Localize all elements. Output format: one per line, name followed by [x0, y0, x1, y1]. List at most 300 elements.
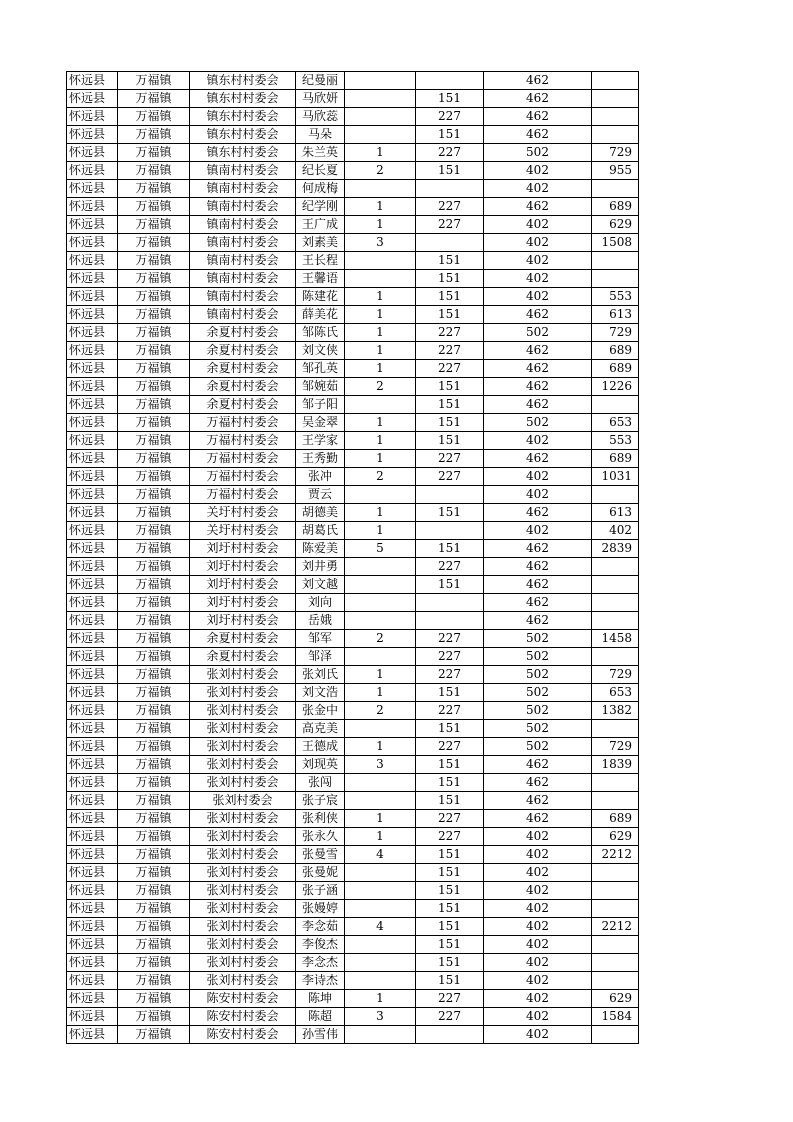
total-cell: 729 — [592, 144, 639, 162]
name-cell: 张刘氏 — [296, 666, 345, 684]
county-cell: 怀远县 — [67, 342, 118, 360]
county-cell: 怀远县 — [67, 360, 118, 378]
table-row — [67, 684, 639, 702]
town-cell: 万福镇 — [118, 450, 190, 468]
county-cell: 怀远县 — [67, 666, 118, 684]
county-cell: 怀远县 — [67, 702, 118, 720]
table-row — [67, 72, 639, 90]
county-cell: 怀远县 — [67, 576, 118, 594]
count-cell — [345, 108, 416, 126]
table-row — [67, 558, 639, 576]
amount-a-cell — [416, 594, 484, 612]
village-cell: 镇南村村委会 — [190, 234, 296, 252]
amount-b-cell: 462 — [484, 504, 592, 522]
village-cell: 张刘村村委会 — [190, 828, 296, 846]
town-cell: 万福镇 — [118, 270, 190, 288]
table-row — [67, 180, 639, 198]
county-cell: 怀远县 — [67, 72, 118, 90]
town-cell: 万福镇 — [118, 612, 190, 630]
total-cell — [592, 1026, 639, 1044]
town-cell: 万福镇 — [118, 576, 190, 594]
count-cell: 1 — [345, 306, 416, 324]
amount-a-cell: 151 — [416, 936, 484, 954]
table-row — [67, 828, 639, 846]
village-cell: 张刘村村委会 — [190, 738, 296, 756]
name-cell: 陈坤 — [296, 990, 345, 1008]
village-cell: 万福村村委会 — [190, 414, 296, 432]
name-cell: 张嫚婷 — [296, 900, 345, 918]
name-cell: 胡德美 — [296, 504, 345, 522]
town-cell: 万福镇 — [118, 594, 190, 612]
county-cell: 怀远县 — [67, 504, 118, 522]
table-row — [67, 252, 639, 270]
town-cell: 万福镇 — [118, 198, 190, 216]
amount-a-cell: 151 — [416, 162, 484, 180]
village-cell: 镇南村村委会 — [190, 270, 296, 288]
amount-b-cell: 462 — [484, 396, 592, 414]
county-cell: 怀远县 — [67, 684, 118, 702]
town-cell: 万福镇 — [118, 72, 190, 90]
county-cell: 怀远县 — [67, 936, 118, 954]
total-cell: 729 — [592, 324, 639, 342]
amount-b-cell: 402 — [484, 882, 592, 900]
village-cell: 张刘村村委会 — [190, 882, 296, 900]
amount-b-cell: 462 — [484, 540, 592, 558]
count-cell: 1 — [345, 990, 416, 1008]
county-cell: 怀远县 — [67, 954, 118, 972]
name-cell: 高克美 — [296, 720, 345, 738]
amount-b-cell: 462 — [484, 774, 592, 792]
table-row — [67, 540, 639, 558]
amount-b-cell: 402 — [484, 486, 592, 504]
table-row — [67, 414, 639, 432]
count-cell — [345, 558, 416, 576]
count-cell — [345, 612, 416, 630]
table-row — [67, 342, 639, 360]
amount-a-cell: 227 — [416, 648, 484, 666]
count-cell — [345, 594, 416, 612]
county-cell: 怀远县 — [67, 414, 118, 432]
table-row — [67, 972, 639, 990]
village-cell: 镇南村村委会 — [190, 216, 296, 234]
village-cell: 刘圩村村委会 — [190, 540, 296, 558]
amount-b-cell: 462 — [484, 450, 592, 468]
total-cell — [592, 486, 639, 504]
village-cell: 镇南村村委会 — [190, 198, 296, 216]
county-cell: 怀远县 — [67, 918, 118, 936]
town-cell: 万福镇 — [118, 936, 190, 954]
name-cell: 陈建花 — [296, 288, 345, 306]
town-cell: 万福镇 — [118, 378, 190, 396]
village-cell: 张刘村村委会 — [190, 972, 296, 990]
table-row — [67, 864, 639, 882]
total-cell — [592, 936, 639, 954]
amount-b-cell: 462 — [484, 198, 592, 216]
amount-a-cell: 151 — [416, 972, 484, 990]
name-cell: 纪学刚 — [296, 198, 345, 216]
table-row — [67, 288, 639, 306]
county-cell: 怀远县 — [67, 882, 118, 900]
name-cell: 王秀勤 — [296, 450, 345, 468]
name-cell: 邹孔英 — [296, 360, 345, 378]
total-cell: 613 — [592, 306, 639, 324]
table-row — [67, 918, 639, 936]
total-cell — [592, 774, 639, 792]
count-cell: 2 — [345, 378, 416, 396]
name-cell: 邹婉茹 — [296, 378, 345, 396]
amount-a-cell: 227 — [416, 342, 484, 360]
county-cell: 怀远县 — [67, 900, 118, 918]
name-cell: 陈爱美 — [296, 540, 345, 558]
name-cell: 刘井勇 — [296, 558, 345, 576]
total-cell: 1584 — [592, 1008, 639, 1026]
amount-b-cell: 502 — [484, 720, 592, 738]
name-cell: 王德成 — [296, 738, 345, 756]
town-cell: 万福镇 — [118, 972, 190, 990]
amount-a-cell: 151 — [416, 90, 484, 108]
table-row — [67, 306, 639, 324]
amount-a-cell: 151 — [416, 792, 484, 810]
amount-b-cell: 402 — [484, 900, 592, 918]
amount-a-cell: 227 — [416, 810, 484, 828]
village-cell: 余夏村村委会 — [190, 378, 296, 396]
amount-a-cell: 151 — [416, 756, 484, 774]
total-cell: 1226 — [592, 378, 639, 396]
name-cell: 岳娥 — [296, 612, 345, 630]
name-cell: 刘素美 — [296, 234, 345, 252]
count-cell — [345, 972, 416, 990]
table-row — [67, 1008, 639, 1026]
count-cell — [345, 900, 416, 918]
town-cell: 万福镇 — [118, 1008, 190, 1026]
village-cell: 镇东村村委会 — [190, 108, 296, 126]
total-cell — [592, 972, 639, 990]
village-cell: 镇东村村委会 — [190, 90, 296, 108]
table-row — [67, 360, 639, 378]
village-cell: 余夏村村委会 — [190, 342, 296, 360]
count-cell: 1 — [345, 414, 416, 432]
name-cell: 陈超 — [296, 1008, 345, 1026]
amount-a-cell: 151 — [416, 504, 484, 522]
total-cell — [592, 594, 639, 612]
name-cell: 何成梅 — [296, 180, 345, 198]
table-row — [67, 882, 639, 900]
total-cell: 629 — [592, 990, 639, 1008]
village-cell: 张刘村村委会 — [190, 810, 296, 828]
village-cell: 张刘村村委会 — [190, 936, 296, 954]
total-cell: 653 — [592, 684, 639, 702]
name-cell: 李诗杰 — [296, 972, 345, 990]
town-cell: 万福镇 — [118, 90, 190, 108]
count-cell: 4 — [345, 846, 416, 864]
town-cell: 万福镇 — [118, 486, 190, 504]
total-cell: 1839 — [592, 756, 639, 774]
table-row — [67, 648, 639, 666]
count-cell: 1 — [345, 198, 416, 216]
table-row — [67, 630, 639, 648]
amount-a-cell: 227 — [416, 666, 484, 684]
town-cell: 万福镇 — [118, 522, 190, 540]
total-cell: 689 — [592, 360, 639, 378]
amount-b-cell: 462 — [484, 108, 592, 126]
total-cell: 553 — [592, 432, 639, 450]
county-cell: 怀远县 — [67, 846, 118, 864]
name-cell: 王长程 — [296, 252, 345, 270]
amount-b-cell: 462 — [484, 342, 592, 360]
count-cell — [345, 486, 416, 504]
amount-b-cell: 402 — [484, 288, 592, 306]
county-cell: 怀远县 — [67, 468, 118, 486]
amount-b-cell: 462 — [484, 558, 592, 576]
count-cell — [345, 720, 416, 738]
name-cell: 孙雪伟 — [296, 1026, 345, 1044]
table-row — [67, 324, 639, 342]
county-cell: 怀远县 — [67, 252, 118, 270]
total-cell: 2212 — [592, 846, 639, 864]
town-cell: 万福镇 — [118, 954, 190, 972]
count-cell: 1 — [345, 324, 416, 342]
amount-b-cell: 462 — [484, 612, 592, 630]
table-row — [67, 1026, 639, 1044]
table-row — [67, 936, 639, 954]
town-cell: 万福镇 — [118, 738, 190, 756]
table-row — [67, 774, 639, 792]
county-cell: 怀远县 — [67, 144, 118, 162]
count-cell — [345, 648, 416, 666]
town-cell: 万福镇 — [118, 900, 190, 918]
amount-b-cell: 462 — [484, 810, 592, 828]
count-cell: 3 — [345, 1008, 416, 1026]
town-cell: 万福镇 — [118, 468, 190, 486]
table-body — [67, 72, 639, 1044]
county-cell: 怀远县 — [67, 792, 118, 810]
table-row — [67, 738, 639, 756]
amount-b-cell: 402 — [484, 270, 592, 288]
amount-b-cell: 402 — [484, 162, 592, 180]
count-cell: 1 — [345, 504, 416, 522]
total-cell: 553 — [592, 288, 639, 306]
amount-b-cell: 462 — [484, 72, 592, 90]
table-row — [67, 756, 639, 774]
name-cell: 张曼雪 — [296, 846, 345, 864]
village-cell: 余夏村村委会 — [190, 360, 296, 378]
county-cell: 怀远县 — [67, 540, 118, 558]
county-cell: 怀远县 — [67, 396, 118, 414]
amount-b-cell: 402 — [484, 216, 592, 234]
amount-a-cell: 227 — [416, 324, 484, 342]
county-cell: 怀远县 — [67, 432, 118, 450]
county-cell: 怀远县 — [67, 972, 118, 990]
count-cell: 2 — [345, 162, 416, 180]
village-cell: 张刘村村委会 — [190, 702, 296, 720]
count-cell: 1 — [345, 810, 416, 828]
town-cell: 万福镇 — [118, 324, 190, 342]
village-cell: 镇东村村委会 — [190, 126, 296, 144]
name-cell: 刘现英 — [296, 756, 345, 774]
total-cell: 689 — [592, 342, 639, 360]
village-cell: 镇南村村委会 — [190, 252, 296, 270]
village-cell: 余夏村村委会 — [190, 396, 296, 414]
amount-a-cell — [416, 612, 484, 630]
table-row — [67, 990, 639, 1008]
amount-a-cell — [416, 522, 484, 540]
county-cell: 怀远县 — [67, 234, 118, 252]
amount-a-cell: 151 — [416, 414, 484, 432]
name-cell: 朱兰英 — [296, 144, 345, 162]
town-cell: 万福镇 — [118, 558, 190, 576]
amount-a-cell: 227 — [416, 558, 484, 576]
table-row — [67, 378, 639, 396]
amount-b-cell: 502 — [484, 648, 592, 666]
amount-a-cell — [416, 72, 484, 90]
village-cell: 万福村村委会 — [190, 486, 296, 504]
total-cell: 653 — [592, 414, 639, 432]
town-cell: 万福镇 — [118, 720, 190, 738]
amount-a-cell: 227 — [416, 144, 484, 162]
table-row — [67, 594, 639, 612]
name-cell: 吴金翠 — [296, 414, 345, 432]
count-cell: 1 — [345, 216, 416, 234]
amount-b-cell: 402 — [484, 846, 592, 864]
county-cell: 怀远县 — [67, 756, 118, 774]
total-cell — [592, 126, 639, 144]
table-row — [67, 900, 639, 918]
amount-a-cell: 227 — [416, 216, 484, 234]
town-cell: 万福镇 — [118, 144, 190, 162]
village-cell: 张刘村委会 — [190, 792, 296, 810]
amount-b-cell: 502 — [484, 630, 592, 648]
town-cell: 万福镇 — [118, 684, 190, 702]
table-row — [67, 198, 639, 216]
town-cell: 万福镇 — [118, 990, 190, 1008]
amount-b-cell: 462 — [484, 792, 592, 810]
amount-b-cell: 502 — [484, 144, 592, 162]
name-cell: 邹子阳 — [296, 396, 345, 414]
amount-b-cell: 462 — [484, 756, 592, 774]
table-row — [67, 450, 639, 468]
village-cell: 张刘村村委会 — [190, 684, 296, 702]
table-row — [67, 144, 639, 162]
table-row — [67, 810, 639, 828]
village-cell: 镇南村村委会 — [190, 288, 296, 306]
table-row — [67, 792, 639, 810]
amount-a-cell: 151 — [416, 846, 484, 864]
village-cell: 陈安村村委会 — [190, 1008, 296, 1026]
town-cell: 万福镇 — [118, 396, 190, 414]
amount-b-cell: 462 — [484, 90, 592, 108]
town-cell: 万福镇 — [118, 1026, 190, 1044]
amount-b-cell: 402 — [484, 954, 592, 972]
count-cell: 4 — [345, 918, 416, 936]
town-cell: 万福镇 — [118, 234, 190, 252]
amount-a-cell: 151 — [416, 882, 484, 900]
total-cell: 629 — [592, 216, 639, 234]
count-cell: 3 — [345, 756, 416, 774]
village-cell: 镇东村村委会 — [190, 144, 296, 162]
amount-b-cell: 502 — [484, 414, 592, 432]
name-cell: 薛美花 — [296, 306, 345, 324]
total-cell: 689 — [592, 198, 639, 216]
village-cell: 张刘村村委会 — [190, 774, 296, 792]
village-cell: 镇南村村委会 — [190, 306, 296, 324]
total-cell: 729 — [592, 738, 639, 756]
name-cell: 邹泽 — [296, 648, 345, 666]
county-cell: 怀远县 — [67, 126, 118, 144]
table-row — [67, 486, 639, 504]
count-cell: 1 — [345, 738, 416, 756]
table-row — [67, 126, 639, 144]
town-cell: 万福镇 — [118, 432, 190, 450]
table-row — [67, 162, 639, 180]
table-row — [67, 720, 639, 738]
village-cell: 镇南村村委会 — [190, 180, 296, 198]
total-cell — [592, 648, 639, 666]
town-cell: 万福镇 — [118, 162, 190, 180]
county-cell: 怀远县 — [67, 198, 118, 216]
total-cell — [592, 792, 639, 810]
count-cell: 1 — [345, 666, 416, 684]
name-cell: 马朵 — [296, 126, 345, 144]
amount-a-cell: 151 — [416, 270, 484, 288]
total-cell: 1458 — [592, 630, 639, 648]
table-row — [67, 396, 639, 414]
county-cell: 怀远县 — [67, 288, 118, 306]
amount-a-cell: 151 — [416, 864, 484, 882]
amount-b-cell: 402 — [484, 1026, 592, 1044]
village-cell: 关圩村村委会 — [190, 522, 296, 540]
county-cell: 怀远县 — [67, 990, 118, 1008]
village-cell: 余夏村村委会 — [190, 324, 296, 342]
count-cell — [345, 864, 416, 882]
name-cell: 张永久 — [296, 828, 345, 846]
county-cell: 怀远县 — [67, 162, 118, 180]
name-cell: 李俊杰 — [296, 936, 345, 954]
town-cell: 万福镇 — [118, 792, 190, 810]
village-cell: 余夏村村委会 — [190, 630, 296, 648]
total-cell — [592, 396, 639, 414]
total-cell — [592, 90, 639, 108]
total-cell: 613 — [592, 504, 639, 522]
count-cell: 2 — [345, 630, 416, 648]
count-cell: 3 — [345, 234, 416, 252]
village-cell: 张刘村村委会 — [190, 756, 296, 774]
amount-a-cell: 151 — [416, 540, 484, 558]
village-cell: 余夏村村委会 — [190, 648, 296, 666]
county-cell: 怀远县 — [67, 630, 118, 648]
amount-b-cell: 402 — [484, 468, 592, 486]
county-cell: 怀远县 — [67, 450, 118, 468]
name-cell: 王学家 — [296, 432, 345, 450]
amount-a-cell: 151 — [416, 306, 484, 324]
table-row — [67, 522, 639, 540]
table-row — [67, 432, 639, 450]
amount-a-cell: 227 — [416, 828, 484, 846]
table-row — [67, 504, 639, 522]
town-cell: 万福镇 — [118, 630, 190, 648]
count-cell — [345, 954, 416, 972]
town-cell: 万福镇 — [118, 774, 190, 792]
amount-a-cell: 151 — [416, 378, 484, 396]
table-row — [67, 846, 639, 864]
village-cell: 刘圩村村委会 — [190, 558, 296, 576]
name-cell: 李念杰 — [296, 954, 345, 972]
amount-b-cell: 502 — [484, 738, 592, 756]
town-cell: 万福镇 — [118, 666, 190, 684]
table-row — [67, 108, 639, 126]
amount-a-cell: 151 — [416, 918, 484, 936]
town-cell: 万福镇 — [118, 180, 190, 198]
town-cell: 万福镇 — [118, 702, 190, 720]
